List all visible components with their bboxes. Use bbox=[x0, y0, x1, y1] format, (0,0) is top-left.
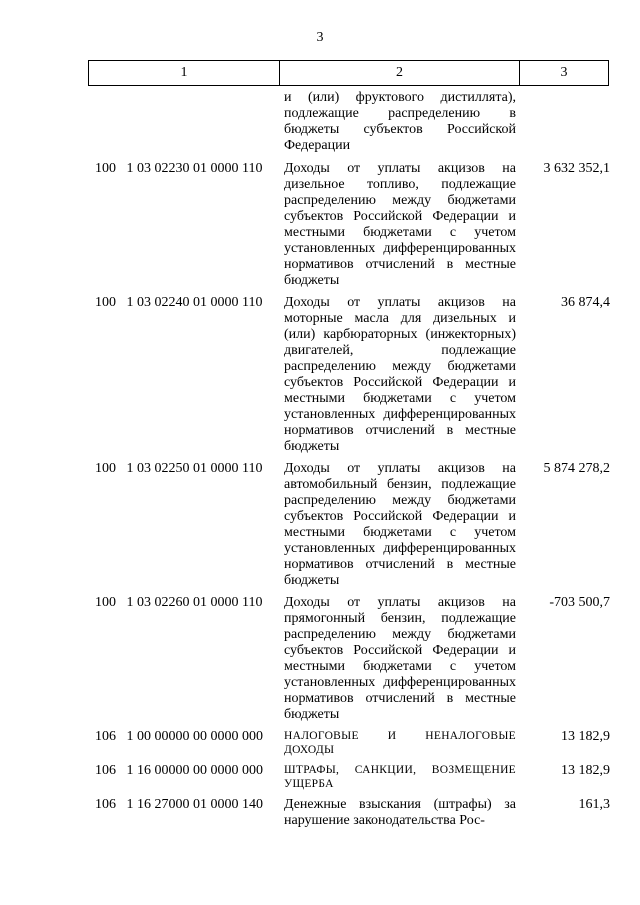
row-code: 106 1 16 00000 00 0000 000 bbox=[95, 763, 263, 778]
page-number: 3 bbox=[316, 30, 324, 45]
row-description: Доходы от уплаты акцизов на автомобильный бензин, подлежащие распределению между бюджетами субъектов Российской Федерации и местными бюджетами с учетом установленных дифференцированных нормативов отчислений в местные бюджеты bbox=[284, 461, 516, 588]
row-description: и (или) фруктового дистиллята), подлежащие распределению в бюджеты субъектов Российской Федерации bbox=[284, 90, 516, 153]
row-code: 100 1 03 02240 01 0000 110 bbox=[95, 295, 263, 310]
header-col-1: 1 bbox=[89, 61, 280, 85]
row-description: Доходы от уплаты акцизов на дизельное топливо, подлежащие распределению между бюджетами субъектов Российской Федерации и местными бюджетами с учетом установленных дифференцированных нормативов отчислений в местные бюджеты bbox=[284, 161, 516, 288]
row-amount: 13 182,9 bbox=[561, 763, 610, 778]
row-amount: 3 632 352,1 bbox=[543, 161, 610, 176]
header-col-2: 2 bbox=[280, 61, 520, 85]
row-code: 100 1 03 02250 01 0000 110 bbox=[95, 461, 263, 476]
row-amount: -703 500,7 bbox=[549, 595, 610, 610]
row-description: Денежные взыскания (штрафы) за нарушение законодательства Рос- bbox=[284, 797, 516, 828]
row-code: 106 1 00 00000 00 0000 000 bbox=[95, 729, 263, 744]
row-code: 100 1 03 02260 01 0000 110 bbox=[95, 595, 263, 610]
row-description: Доходы от уплаты акцизов на прямогонный бензин, подлежащие распределению между бюджетами субъектов Российской Федерации и местными бюджетами с учетом установленных дифференцированных нормативов отчислений в местные бюджеты bbox=[284, 595, 516, 722]
row-code: 100 1 03 02230 01 0000 110 bbox=[95, 161, 263, 176]
row-code: 106 1 16 27000 01 0000 140 bbox=[95, 797, 263, 812]
row-description: НАЛОГОВЫЕ И НЕНАЛОГОВЫЕ ДОХОДЫ bbox=[284, 730, 516, 756]
row-description: Доходы от уплаты акцизов на моторные масла для дизельных и (или) карбюраторных (инжекторных) двигателей, подлежащие распределению между бюджетами субъектов Российской Федерации и местными бюджетами с учетом установленных дифференцированных нормативов отчислений в местные бюджеты bbox=[284, 295, 516, 454]
row-amount: 5 874 278,2 bbox=[543, 461, 610, 476]
row-amount: 161,3 bbox=[578, 797, 610, 812]
row-amount: 13 182,9 bbox=[561, 729, 610, 744]
row-description: ШТРАФЫ, САНКЦИИ, ВОЗМЕЩЕНИЕ УЩЕРБА bbox=[284, 764, 516, 790]
table-header bbox=[88, 60, 609, 86]
header-col-3: 3 bbox=[560, 65, 568, 80]
row-amount: 36 874,4 bbox=[561, 295, 610, 310]
